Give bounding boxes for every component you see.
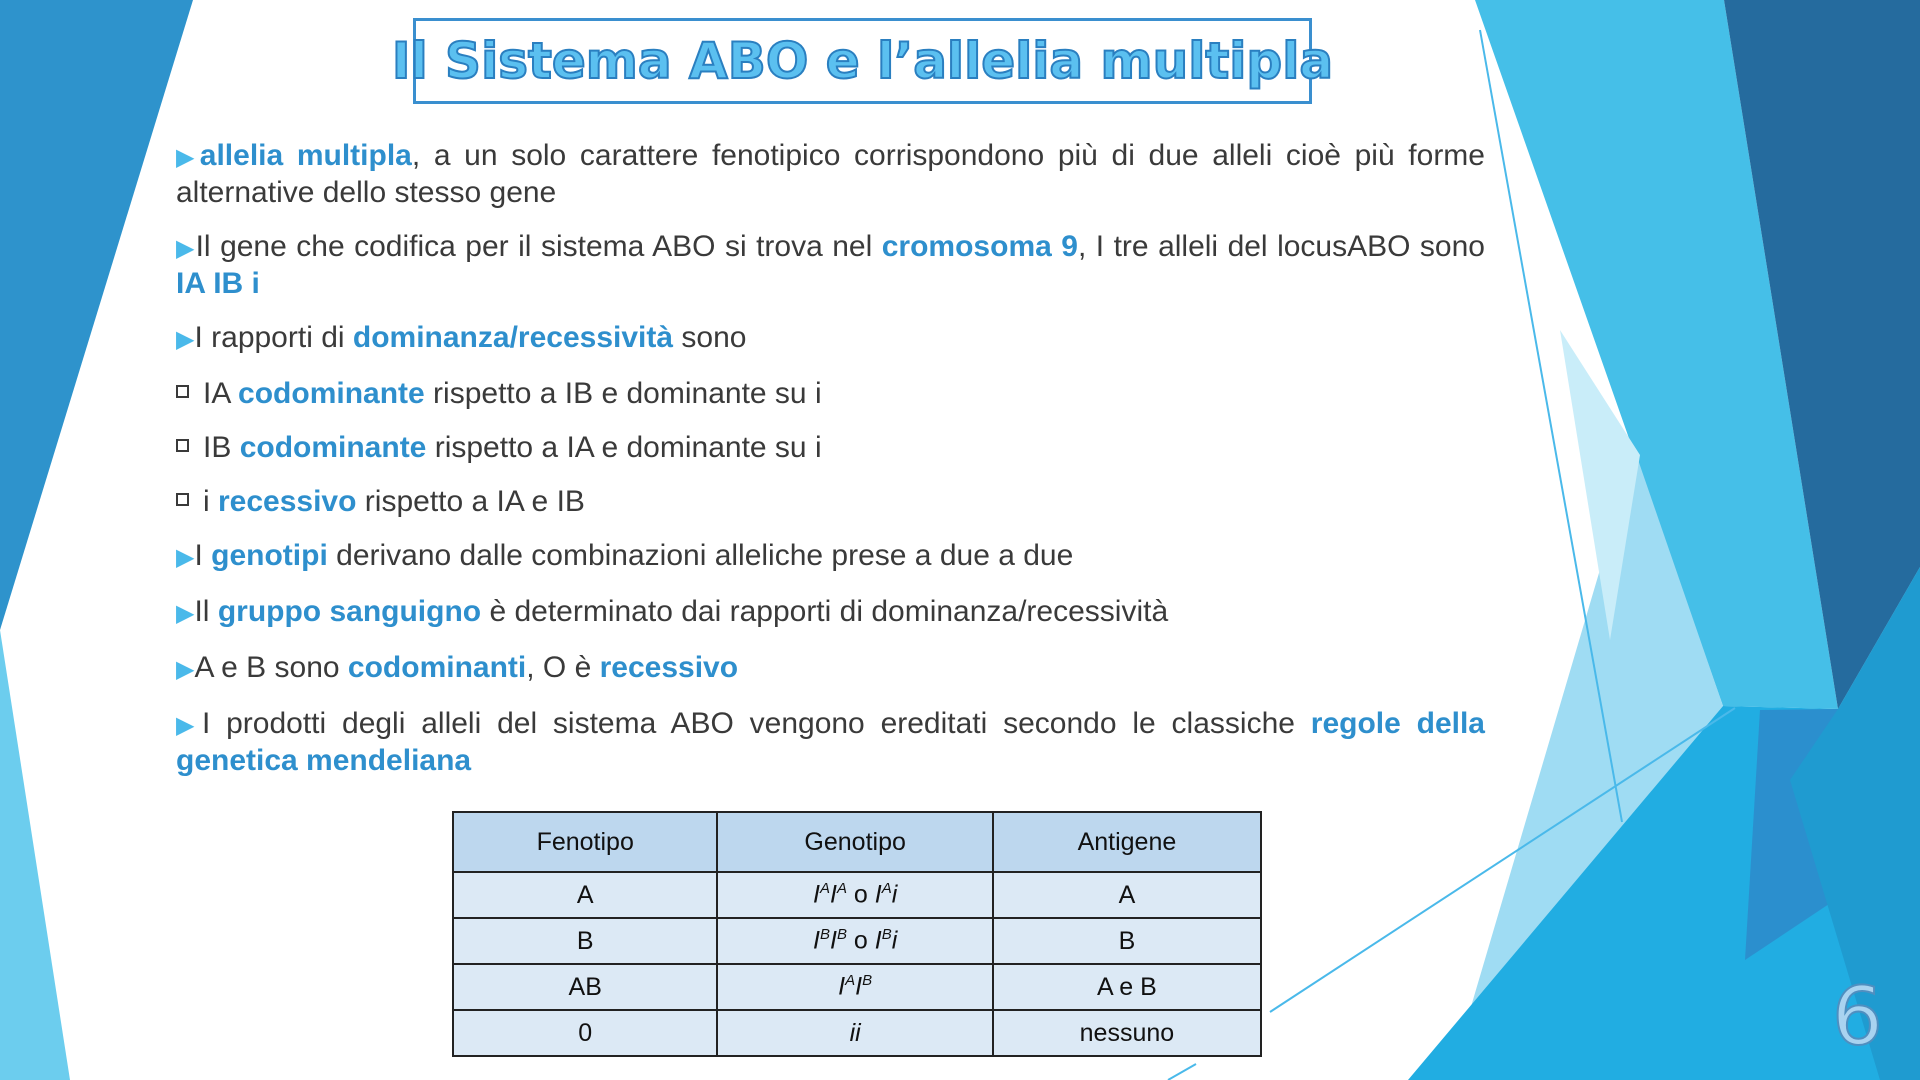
bullet-list (176, 138, 1485, 797)
highlighted-term: IA IB i (176, 267, 260, 300)
bullet-item (176, 538, 1485, 575)
arrow-bullet-icon: ▶ (176, 326, 195, 353)
bullet-item (176, 706, 1485, 778)
arrow-bullet-icon: ▶ (176, 544, 195, 571)
bullet-text: , I tre alleli del locusABO sono (1077, 230, 1485, 263)
allele: o (846, 926, 875, 955)
bullet-text: A e B sono (194, 651, 348, 684)
bullet-item (176, 138, 1485, 210)
abo-table (452, 811, 1262, 1057)
bullet-text: i (203, 485, 218, 518)
cell-antigene: A (993, 872, 1261, 918)
cell-fenotipo: B (453, 918, 717, 964)
highlighted-term: codominante (239, 431, 427, 464)
bullet-item (176, 229, 1485, 301)
allele: ii (849, 1018, 861, 1047)
bullet-text: rispetto a IA e IB (356, 485, 585, 518)
allele-superscript: A (845, 972, 856, 990)
left-dark-triangle (0, 0, 193, 630)
arrow-bullet-icon: ▶ (176, 600, 195, 627)
bullet-text: rispetto a IB e dominante su i (424, 377, 822, 410)
table-header-row (453, 812, 1261, 872)
cell-fenotipo: 0 (453, 1010, 717, 1056)
cell-antigene: nessuno (993, 1010, 1261, 1056)
allele: o (846, 880, 875, 909)
allele-superscript: B (881, 926, 892, 944)
bullet-text: , a un solo carattere fenotipico corrispondono più di due alleli cioè più forme alternative dello stesso gene (176, 139, 1485, 209)
allele-superscript: A (881, 880, 892, 898)
bullet-text: , O è (526, 651, 600, 684)
cell-genotipo (717, 1010, 992, 1056)
bullet-text: sono (673, 321, 747, 354)
left-light-triangle (0, 630, 70, 1080)
table-row (453, 1010, 1261, 1056)
title-box (391, 18, 1334, 104)
allele: I (874, 880, 882, 909)
bullet-item (176, 650, 1485, 687)
page-number: 6 (1832, 970, 1883, 1063)
bullet-item (176, 376, 1485, 411)
bullet-text: IB (203, 431, 240, 464)
arrow-bullet-icon: ▶ (176, 712, 202, 739)
arrow-bullet-icon: ▶ (176, 656, 195, 683)
bullet-item (176, 430, 1485, 465)
arrow-bullet-icon: ▶ (176, 144, 200, 171)
cell-genotipo (717, 918, 992, 964)
cell-genotipo (717, 872, 992, 918)
bullet-text: Il gene che codifica per il sistema ABO si trova nel (195, 230, 882, 263)
header-antigene: Antigene (993, 812, 1261, 872)
allele-superscript: B (836, 926, 847, 944)
cell-antigene: B (993, 918, 1261, 964)
bullet-item (176, 484, 1485, 519)
square-bullet-icon (176, 493, 189, 506)
bullet-text: è determinato dai rapporti di dominanza/recessività (481, 595, 1169, 628)
table-row (453, 964, 1261, 1010)
arrow-bullet-icon: ▶ (176, 235, 196, 262)
highlighted-term: regole della genetica mendeliana (176, 707, 1485, 777)
allele-superscript: B (862, 972, 873, 990)
bullet-text: IA (203, 377, 239, 410)
table-row (453, 918, 1261, 964)
bullet-item (176, 594, 1485, 631)
allele: I (829, 926, 837, 955)
bullet-item (176, 320, 1485, 357)
header-genotipo: Genotipo (717, 812, 992, 872)
allele-superscript: A (836, 880, 847, 898)
allele: I (813, 926, 820, 955)
bullet-text: derivano dalle combinazioni alleliche prese a due a due (327, 539, 1074, 572)
allele-superscript: A (819, 880, 830, 898)
allele: I (874, 926, 882, 955)
bullet-text: Il (194, 595, 218, 628)
decor-line (1168, 1064, 1196, 1080)
allele: i (891, 926, 898, 955)
bullet-text: rispetto a IA e dominante su i (426, 431, 822, 464)
cell-antigene: A e B (993, 964, 1261, 1010)
highlighted-term: recessivo (218, 485, 357, 518)
allele: I (829, 880, 837, 909)
allele: I (813, 880, 820, 909)
allele: I (855, 972, 863, 1001)
highlighted-term: genotipi (211, 539, 328, 572)
table-row (453, 872, 1261, 918)
highlighted-term: codominanti (347, 651, 527, 684)
allele: i (891, 880, 898, 909)
slide-title: Il Sistema ABO e l’allelia multipla (391, 32, 1334, 90)
cell-genotipo (717, 964, 992, 1010)
allele: I (838, 972, 846, 1001)
square-bullet-icon (176, 385, 189, 398)
bullet-text: I prodotti degli alleli del sistema ABO vengono ereditati secondo le classiche (201, 707, 1311, 740)
bullet-text: I rapporti di (194, 321, 353, 354)
bullet-text: I (194, 539, 212, 572)
cell-fenotipo: AB (453, 964, 717, 1010)
cell-fenotipo: A (453, 872, 717, 918)
header-fenotipo: Fenotipo (453, 812, 717, 872)
highlighted-term: recessivo (599, 651, 739, 684)
square-bullet-icon (176, 439, 189, 452)
highlighted-term: codominante (238, 377, 425, 410)
highlighted-term: gruppo sanguigno (217, 595, 482, 628)
highlighted-term: allelia multipla (199, 139, 412, 172)
highlighted-term: dominanza/recessività (352, 321, 674, 354)
highlighted-term: cromosoma 9 (881, 230, 1078, 263)
allele-superscript: B (819, 926, 830, 944)
